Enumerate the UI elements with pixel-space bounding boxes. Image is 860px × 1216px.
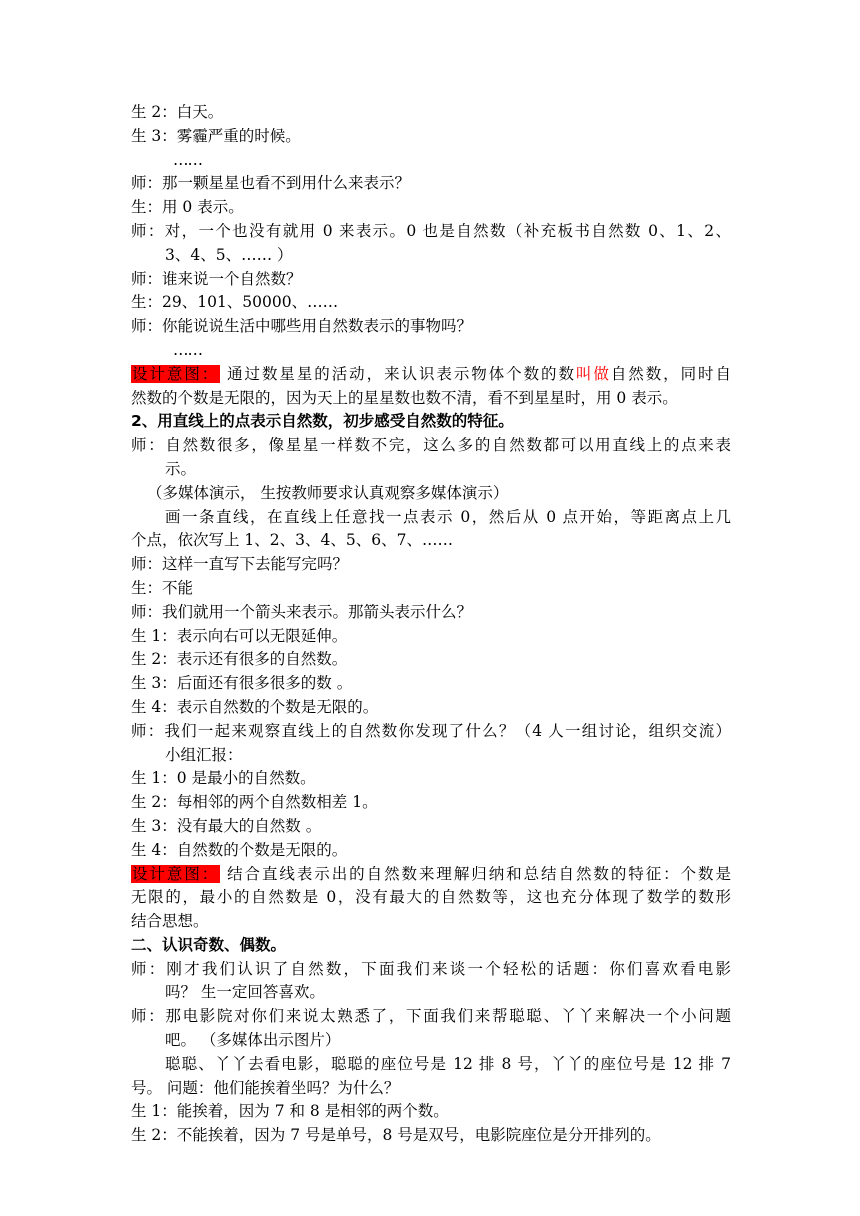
- ellipsis-line: ……: [173, 340, 202, 359]
- text-line: 师：那一颗星星也看不到用什么来表示？: [131, 174, 411, 193]
- text-line: 生：不能: [131, 578, 194, 597]
- text-line: 师：我们就用一个箭头来表示。那箭头表示什么？: [131, 602, 473, 621]
- ellipsis-line: ……: [173, 150, 202, 169]
- highlight-text: 叫做: [575, 364, 611, 383]
- section-heading: 二、认识奇数、偶数。: [131, 935, 287, 954]
- text-line: 3、4、5、…… ）: [165, 245, 293, 264]
- text-line: 结合思想。: [131, 912, 209, 931]
- text-segment: 结合直线表示出的自然数来理解归纳和总结自然数的特征：个数是: [220, 864, 731, 883]
- text-segment: 自然数，同时自: [610, 364, 731, 383]
- text-line: 师：我们一起来观察直线上的自然数你发现了什么？（4 人一组讨论，组织交流）: [131, 721, 731, 740]
- text-line: 小组汇报：: [165, 745, 243, 764]
- text-line: （多媒体演示， 生按教师要求认真观察多媒体演示）: [147, 483, 509, 502]
- text-line: 吧。 （多媒体出示图片）: [165, 1031, 341, 1050]
- design-intent-label: 设计意图：: [132, 364, 220, 383]
- design-intent-label: 设计意图：: [132, 864, 220, 883]
- text-line: 生 3：没有最大的自然数 。: [131, 816, 322, 835]
- text-line: 然数的个数是无限的，因为天上的星星数也数不清，看不到星星时，用 0 表示。: [131, 388, 678, 407]
- text-line: 号。 问题：他们能挨着坐吗？为什么？: [131, 1078, 400, 1097]
- text-line: 示。: [165, 459, 197, 478]
- text-line: 生 4：表示自然数的个数是无限的。: [131, 697, 379, 716]
- text-line: 生 2：每相邻的两个自然数相差 1。: [131, 793, 378, 812]
- text-line: 生 2：不能挨着，因为 7 号是单号，8 号是双号，电影院座位是分开排列的。: [131, 1126, 661, 1145]
- text-line: 师：这样一直写下去能写完吗？: [131, 555, 349, 574]
- text-line: 师：刚才我们认识了自然数，下面我们来谈一个轻松的话题：你们喜欢看电影: [131, 959, 731, 978]
- design-intent-line: [131, 363, 731, 387]
- text-line: 无限的，最小的自然数是 0，没有最大的自然数等，这也充分体现了数学的数形: [131, 888, 731, 907]
- text-line: 画一条直线，在直线上任意找一点表示 0，然后从 0 点开始，等距离点上几: [165, 507, 731, 526]
- section-heading: 2、用直线上的点表示自然数，初步感受自然数的特征。: [131, 412, 514, 431]
- text-line: 生 3：雾霾严重的时候。: [131, 126, 301, 145]
- text-line: 生 2：白天。: [131, 103, 224, 121]
- text-line: 生 3：后面还有很多很多的数 。: [131, 674, 353, 693]
- text-line: 生：29、101、50000、……: [131, 293, 339, 312]
- text-line: 师：对，一个也没有就用 0 来表示。0 也是自然数（补充板书自然数 0、1、2、: [131, 221, 731, 240]
- text-line: 生 1：表示向右可以无限延伸。: [131, 626, 348, 645]
- text-line: 生 1：能挨着，因为 7 和 8 是相邻的两个数。: [131, 1102, 449, 1121]
- text-line: 师：谁来说一个自然数？: [131, 269, 302, 288]
- design-intent-line: [131, 863, 731, 887]
- document-page: [131, 101, 731, 1148]
- text-line: 个点，依次写上 1、2、3、4、5、6、7、……: [131, 531, 453, 550]
- text-line: 生：用 0 表示。: [131, 198, 244, 217]
- text-line: 生 2：表示还有很多的自然数。: [131, 650, 348, 669]
- text-line: 生 1：0 是最小的自然数。: [131, 769, 316, 788]
- text-segment: 通过数星星的活动，来认识表示物体个数的数: [220, 364, 576, 383]
- text-line: 师：自然数很多，像星星一样数不完，这么多的自然数都可以用直线上的点来表: [131, 436, 731, 455]
- text-line: 师：你能说说生活中哪些用自然数表示的事物吗？: [131, 317, 473, 336]
- text-line: 生 4：自然数的个数是无限的。: [131, 840, 348, 859]
- text-line: 聪聪、丫丫去看电影，聪聪的座位号是 12 排 8 号，丫丫的座位号是 12 排 7: [165, 1054, 731, 1073]
- text-line: 师：那电影院对你们来说太熟悉了，下面我们来帮聪聪、丫丫来解决一个小问题: [131, 1007, 731, 1026]
- text-line: 吗？ 生一定回答喜欢。: [165, 983, 325, 1002]
